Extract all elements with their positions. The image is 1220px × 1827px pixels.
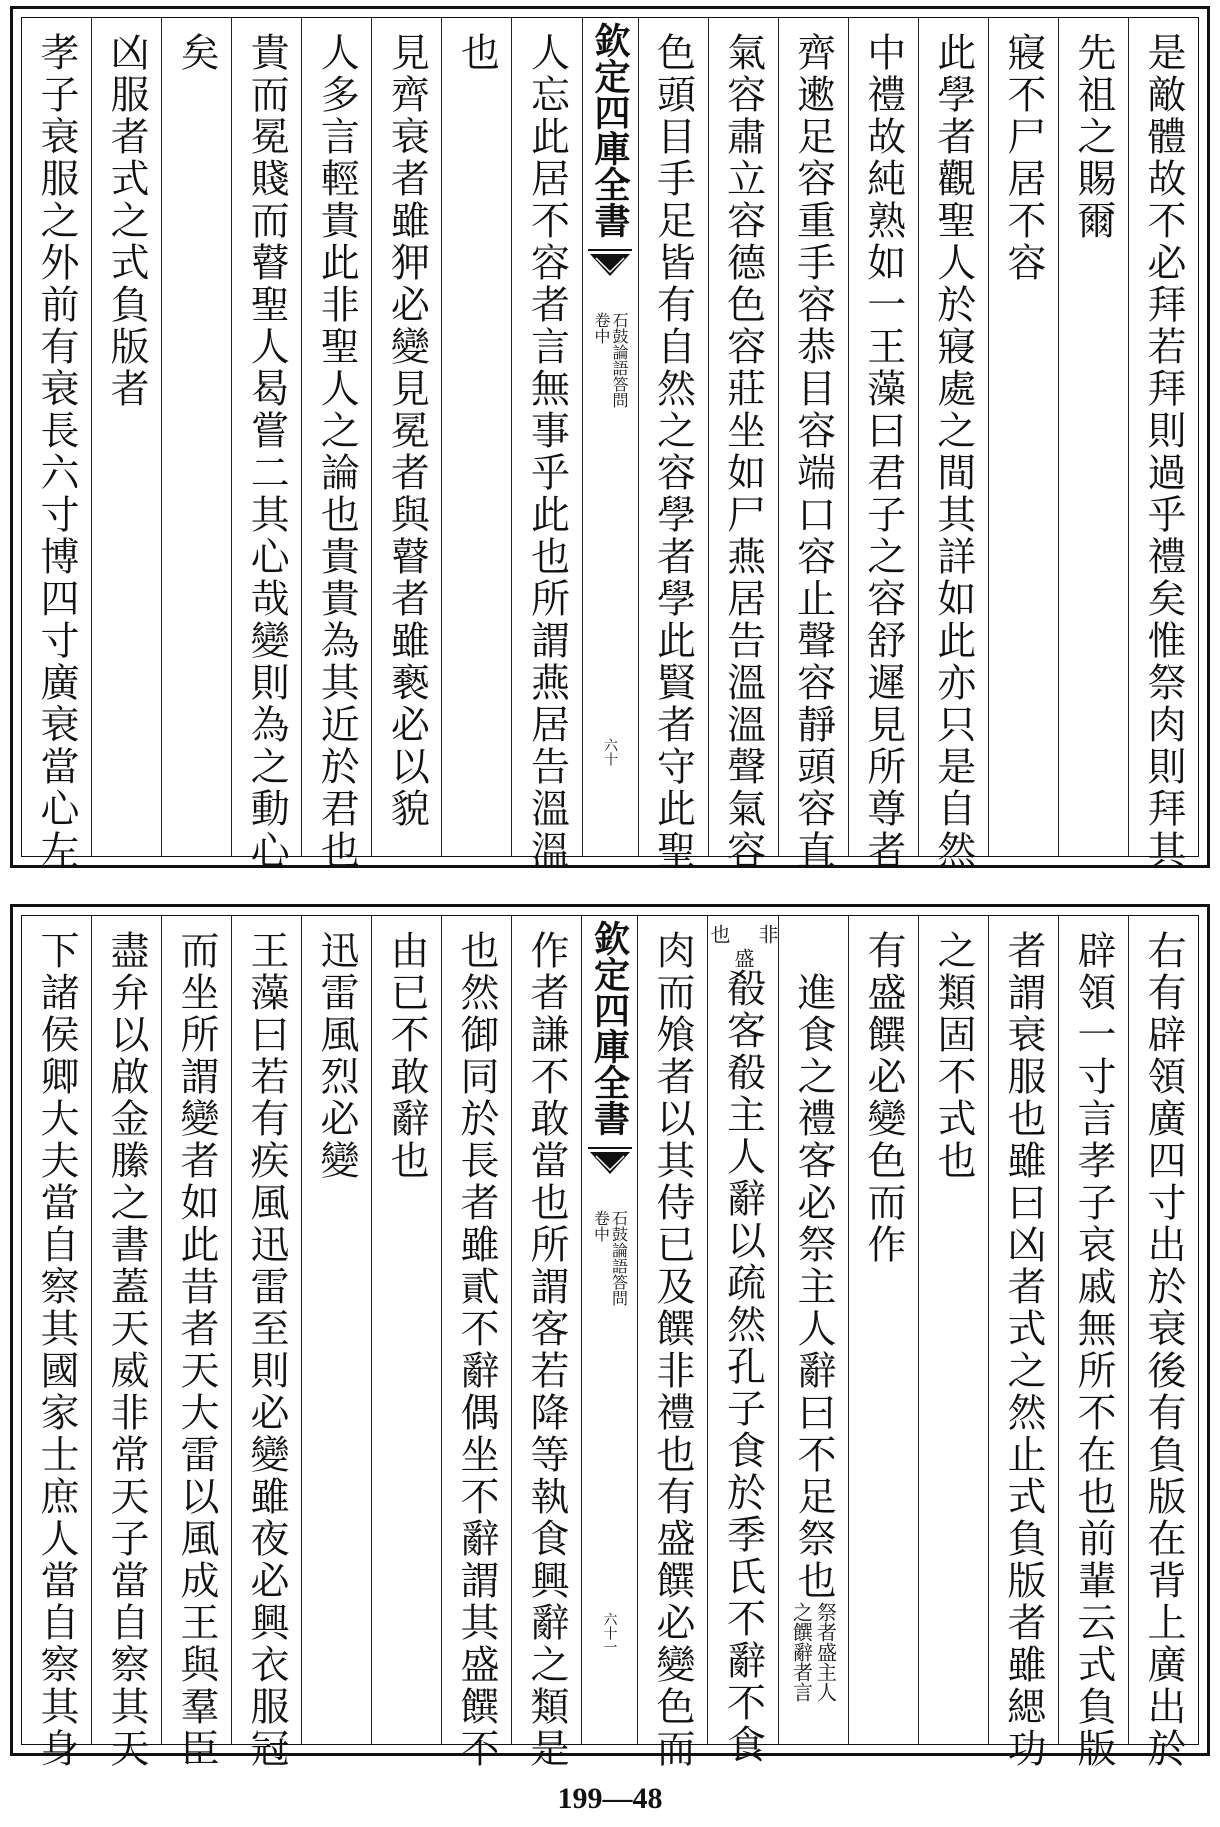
upper-page	[10, 6, 1210, 872]
note-right: 祭者盛主人	[813, 1602, 838, 1702]
text-column	[988, 18, 1058, 856]
text-column	[511, 18, 581, 872]
text-column	[918, 18, 988, 872]
column-text: 辟領一寸言孝子哀戚無所不在也前輩云式負版	[1071, 930, 1116, 1770]
column-text: 氣容肅立容德色容莊坐如尸燕居告溫溫聲氣容	[720, 32, 766, 872]
note-left: 之饌辭者言	[789, 1602, 814, 1702]
column-text: 中禮故純熟如一王藻曰君子之容舒遲見所尊者	[860, 32, 906, 872]
text-column	[441, 18, 511, 856]
text-column	[778, 18, 848, 872]
text-column	[441, 916, 511, 1770]
column-text: 下諸侯卿大夫當自察其國家士庶人當自察其身	[34, 930, 79, 1770]
text-column	[301, 916, 371, 1744]
interlinear-note	[791, 1602, 837, 1702]
text-column	[371, 916, 441, 1744]
text-column	[988, 916, 1058, 1770]
note-top-middle: 盛	[731, 948, 755, 968]
column-text: 凶服者式之式負版者	[104, 32, 150, 410]
lower-page-frame	[21, 915, 1199, 1770]
column-text: 王藻曰若有疾風迅雷至則必變雖夜必興衣服冠	[244, 930, 289, 1770]
text-column	[91, 916, 161, 1770]
column-text: 此學者觀聖人於寢處之間其詳如此亦只是自然	[930, 32, 976, 872]
column-text: 迅雷風烈必變	[314, 930, 359, 1182]
note-top-right: 非	[755, 924, 779, 944]
volume-label: 卷中	[592, 312, 611, 344]
column-text: 寢不尸居不容	[1000, 32, 1046, 284]
column-text: 者謂衰服也雖曰凶者式之然止式負版者雖緦功	[1001, 930, 1046, 1770]
book-subtitle: 石鼓論語答問	[610, 312, 629, 408]
folio-number: 六十一	[601, 1612, 618, 1654]
column-text: 是敵體故不必拜若拜則過乎禮矣惟祭肉則拜其	[1140, 32, 1186, 872]
fish-tail-icon	[588, 1146, 632, 1206]
text-column	[1058, 18, 1128, 856]
text-column	[778, 916, 848, 1744]
book-title: 欽定四庫全書	[589, 22, 631, 238]
column-text: 盡弁以啟金縢之書蓋天威非常天子當自察其天	[104, 930, 149, 1770]
column-text: 人多言輕貴此非聖人之論也貴貴為其近於君也	[314, 32, 360, 872]
column-text: 也然御同於長者雖貳不辭偶坐不辭謂其盛饌不	[454, 930, 499, 1770]
book-info	[593, 312, 627, 408]
column-text: 孝子衰服之外前有衰長六寸博四寸廣衰當心左	[34, 32, 80, 872]
column-text: 人忘此居不容者言無事乎此也所謂燕居告溫溫	[524, 32, 570, 872]
column-text: 進食之禮客必祭主人辭曰不足祭也	[791, 972, 836, 1602]
column-text: 由已不敢辭也	[384, 930, 429, 1182]
text-column	[22, 18, 91, 872]
column-text: 而坐所謂變者如此昔者天大雷以風成王與羣臣	[174, 930, 219, 1770]
column-text: 之類固不式也	[931, 930, 976, 1182]
book-title: 欽定四庫全書	[588, 920, 631, 1136]
text-column	[1128, 18, 1198, 872]
column-text: 色頭目手足皆有自然之容學者學此賢者守此聖	[650, 32, 696, 872]
text-column	[1058, 916, 1128, 1770]
column-text: 作者謙不敢當也所謂客若降等執食興辭之類是	[524, 930, 569, 1770]
page-number: 199—48	[557, 1782, 663, 1815]
text-column	[22, 916, 91, 1770]
upper-page-frame	[21, 17, 1199, 872]
column-text: 矣	[174, 32, 220, 74]
center-fold-column	[581, 916, 637, 1744]
center-fold-column	[582, 18, 638, 856]
text-column	[511, 916, 581, 1770]
column-text: 貴而冕賤而瞽聖人曷嘗二其心哉變則為之動心	[244, 32, 290, 872]
column-text: 右有辟領廣四寸出於衰後有負版在背上廣出於	[1141, 930, 1186, 1770]
text-column	[371, 18, 441, 856]
text-column	[231, 916, 301, 1770]
interlinear-note	[708, 924, 778, 968]
column-text: 肉而飧者以其侍已及饌非禮也有盛饌必變色而	[650, 930, 695, 1770]
text-column	[848, 18, 918, 872]
fish-tail-icon	[588, 248, 632, 308]
text-column	[161, 18, 231, 856]
text-column	[1128, 916, 1198, 1770]
text-column	[707, 916, 779, 1766]
text-column	[161, 916, 231, 1770]
text-column	[91, 18, 161, 856]
folio-number: 六十	[602, 738, 618, 766]
note-top-left: 也	[707, 924, 731, 944]
column-text: 見齊衰者雖狎必變見冕者與瞽者雖褻必以貌	[384, 32, 430, 830]
volume-label: 卷中	[591, 1210, 611, 1242]
column-text: 殽客殽主人辭以疏然孔子食於季氏不辭不食	[720, 968, 766, 1766]
text-column	[918, 916, 988, 1744]
column-text: 先祖之賜爾	[1070, 32, 1116, 242]
lower-page	[10, 904, 1210, 1770]
text-column	[638, 18, 708, 872]
column-text: 齊遬足容重手容恭目容端口容止聲容靜頭容直	[790, 32, 836, 872]
text-column	[848, 916, 918, 1744]
text-column	[231, 18, 301, 872]
book-subtitle: 石鼓論語答問	[609, 1210, 629, 1306]
text-column	[708, 18, 778, 872]
text-column	[637, 916, 707, 1770]
text-column	[301, 18, 371, 872]
book-info	[593, 1210, 627, 1306]
column-text: 有盛饌必變色而作	[861, 930, 906, 1266]
column-text: 也	[454, 32, 500, 74]
